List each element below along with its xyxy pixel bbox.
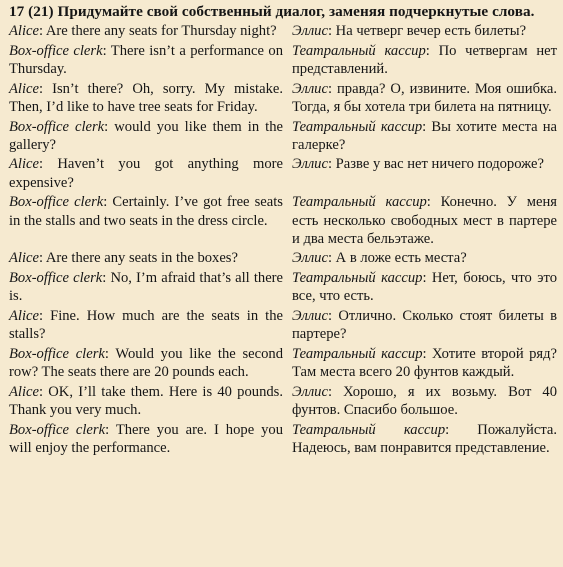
speaker-name: Эллис : (292, 81, 337, 97)
dialog-line-en (9, 345, 283, 383)
line-text: правда? О, извините. Моя ошибка. Тогда, я бы хотела три билета на пятницу. (292, 80, 558, 115)
line-text: Пожалуйста. Надеюсь, вам понравится представление. (292, 421, 558, 456)
speaker-name: Box-office clerk : (9, 119, 114, 135)
speaker-name: Alice : (9, 23, 46, 39)
dialog-line-en (9, 269, 283, 307)
speaker-name: Alice : (9, 308, 50, 324)
speaker-name: Театральный кассир : (292, 119, 431, 135)
line-text: Are there any seats for Thursday night? (45, 23, 277, 39)
speaker-name: Театральный кассир : (292, 270, 432, 286)
line-text: There you are. I hope you will enjoy the performance. (9, 421, 283, 456)
speaker-name: Театральный кассир : (292, 194, 441, 210)
dialog-line-ru (292, 193, 557, 249)
line-text: would you like them in the gallery? (9, 118, 283, 153)
line-text: По четвергам нет представлений. (292, 42, 558, 77)
line-text: Разве у вас нет ничего подороже? (335, 156, 545, 173)
line-text: There isn’t a performance on Thursday. (9, 42, 283, 77)
line-text: На четверг вечер есть билеты? (335, 23, 527, 39)
line-text: Are there any seats in the boxes? (45, 250, 238, 267)
line-text: OK, I’ll take them. Here is 40 pounds. Thank you very much. (9, 383, 283, 419)
line-text: Вы хотите места на галерке? (292, 118, 558, 153)
dialog-line-ru (292, 80, 557, 118)
speaker-name: Alice : (9, 250, 46, 266)
dialog-line-en (9, 383, 283, 421)
speaker-name: Театральный кассир : (292, 346, 432, 362)
dialog-line-en (9, 193, 283, 249)
line-text: No, I’m afraid that’s all there is. (9, 270, 284, 305)
dialog-line-ru (292, 118, 557, 156)
dialog-line-en (9, 80, 283, 118)
line-text: Нет, боюсь, что это все, что есть. (292, 270, 557, 305)
speaker-name: Эллис : (292, 250, 336, 266)
dialog-line-ru (292, 22, 557, 42)
speaker-name: Box-office clerk : (9, 43, 111, 59)
speaker-name: Alice : (9, 156, 57, 172)
speaker-name: Театральный кассир : (292, 43, 439, 59)
dialog-line-ru (292, 155, 557, 193)
line-text: Haven’t you got anything more expensive? (9, 156, 284, 191)
speaker-name: Эллис : (292, 384, 343, 400)
speaker-name: Box-office clerk : (9, 194, 112, 210)
dialog-line-en (9, 249, 283, 269)
line-text: Конечно. У меня есть несколько свободных мест в партере и два места бельэтаже. (292, 194, 558, 247)
line-text: Хотите второй ряд? Там места всего 20 фунтов каждый. (292, 345, 558, 381)
line-text: Fine. How much are the seats in the stalls? (9, 308, 284, 343)
dialog-line-ru (292, 42, 557, 80)
dialog-table (9, 22, 557, 459)
dialog-line-ru (292, 345, 557, 383)
speaker-name: Эллис : (292, 156, 336, 172)
speaker-name: Alice : (9, 384, 48, 400)
speaker-name: Эллис : (292, 308, 338, 324)
dialog-line-en (9, 118, 283, 156)
speaker-name: Эллис : (292, 23, 336, 39)
line-text: Certainly. I’ve got free seats in the stalls and two seats in the dress circle. (9, 194, 283, 229)
speaker-name: Box-office clerk : (9, 346, 115, 362)
dialog-line-en (9, 307, 283, 345)
line-text: Isn’t there? Oh, sorry. My mistake. Then, I’d like to have tree seats for Friday. (9, 80, 283, 115)
speaker-name: Театральный кассир : (292, 422, 477, 438)
dialog-line-en (9, 421, 283, 459)
dialog-line-en (9, 155, 283, 193)
dialog-line-en (9, 42, 283, 80)
line-text: А в ложе есть места? (335, 250, 467, 267)
dialog-line-ru (292, 421, 557, 459)
line-text: Отлично. Сколько стоят билеты в партере? (292, 308, 558, 343)
speaker-name: Box-office clerk : (9, 422, 116, 438)
line-text: Would you like the second row? The seats there are 20 pounds each. (9, 345, 283, 381)
dialog-line-en (9, 22, 283, 42)
speaker-name: Box-office clerk : (9, 270, 110, 286)
dialog-line-ru (292, 269, 557, 307)
speaker-name: Alice : (9, 81, 52, 97)
line-text: Хорошо, я их возьму. Вот 40 фунтов. Спасибо большое. (292, 383, 557, 419)
dialog-line-ru (292, 307, 557, 345)
dialog-line-ru (292, 383, 557, 421)
dialog-line-ru (292, 249, 557, 269)
exercise-heading: 17 (21) Придумайте свой собственный диалог, заменяя подчеркнутые слова. (9, 3, 535, 20)
